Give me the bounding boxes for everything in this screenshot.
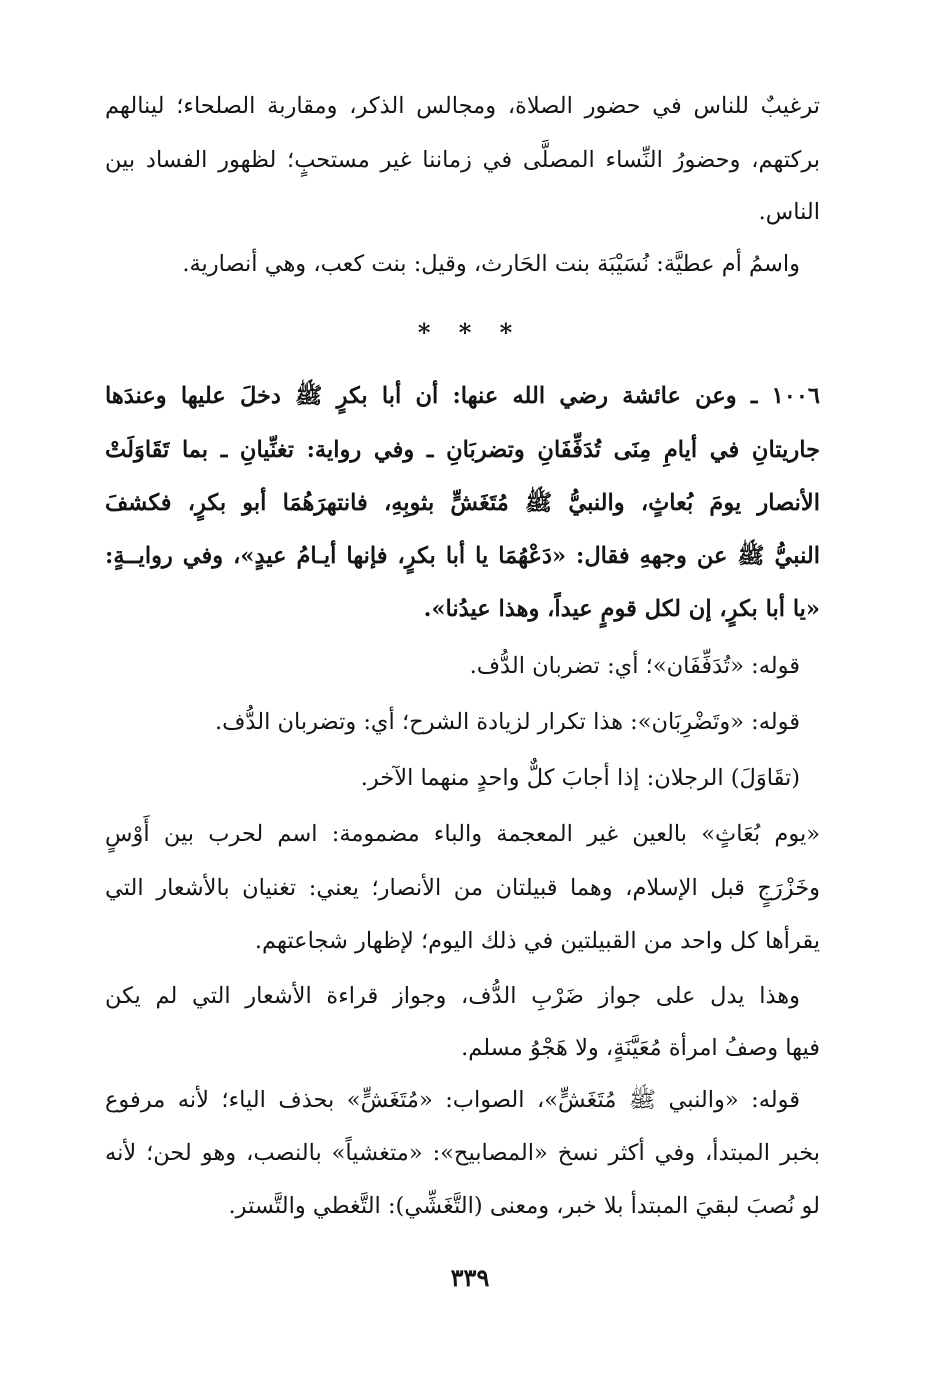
commentary-line: بخبر المبتدأ، وفي أكثر نسخ «المصابيح»: «متغشياً» بالنصب، وهو لحن؛ لأنه — [105, 1140, 820, 1166]
hadith-line: ١٠٠٦ ـ وعن عائشة رضي الله عنها: أن أبا بكرٍ ﷺ دخلَ عليها وعندَها — [105, 383, 820, 409]
hadith-line: «يا أبا بكرٍ، إن لكل قومٍ عيداً، وهذا عيدُنا». — [423, 596, 820, 622]
hadith-line: جاريتانِ في أيامِ مِنَى تُدَفِّفَانِ وتضربَانِ ـ وفي رواية: تغنِّيانِ ـ بما تَقَاوَلَتْ — [105, 437, 820, 463]
commentary-line: قوله: «والنبي ﷺ مُتَغَشٍّ»، الصواب: «مُتَغَشٍّ» بحذف الياء؛ لأنه مرفوع — [105, 1087, 800, 1113]
commentary-line: فيها وصفُ امرأة مُعَيَّنَةٍ، ولا هَجْوُ مسلم. — [461, 1035, 820, 1061]
commentary-line: «يوم بُعَاثٍ» بالعين غير المعجمة والباء مضمومة: اسم لحرب بين أَوْسٍ — [105, 821, 820, 847]
commentary-line: قوله: «وتَضْرِبَان»: هذا تكرار لزيادة الشرح؛ أي: وتضربان الدُّف. — [214, 709, 800, 735]
hadith-line: الأنصار يومَ بُعاثٍ، والنبيُّ ﷺ مُتَغَشٍّ بثوبِهِ، فانتهرَهُمَا أبو بكرٍ، فكشفَ — [105, 490, 820, 516]
hadith-line: النبيُّ ﷺ عن وجههِ فقال: «دَعْهُمَا يا أبا بكرٍ، فإنها أيـامُ عيدٍ»، وفي روايــةٍ: — [105, 543, 820, 569]
text-line: ترغيبٌ للناس في حضور الصلاة، ومجالس الذكر، ومقاربة الصلحاء؛ لينالهم — [105, 93, 820, 119]
commentary-line: وهذا يدل على جواز ضَرْبِ الدُّف، وجواز قراءة الأشعار التي لم يكن — [105, 983, 800, 1009]
page-number: ٣٣٩ — [450, 1263, 490, 1292]
commentary-line: يقرأها كل واحد من القبيلتين في ذلك اليوم؛ لإظهار شجاعتهم. — [254, 928, 820, 954]
text-line: الناس. — [758, 199, 820, 225]
text-line: بركتهم، وحضورُ النِّساء المصلَّى في زماننا غير مستحبٍ؛ لظهور الفساد بين — [105, 147, 820, 173]
section-separator: * * * — [417, 318, 523, 347]
commentary-line: قوله: «تُدَفِّفَان»؛ أي: تضربان الدُّف. — [469, 653, 800, 679]
text-line: واسمُ أم عطيَّة: نُسَيْبَة بنت الحَارث، وقيل: بنت كعب، وهي أنصارية. — [182, 251, 800, 277]
commentary-line: (تقَاوَلَ) الرجلان: إذا أجابَ كلٌّ واحدٍ منهما الآخر. — [360, 765, 800, 791]
commentary-line: وخَزْرَجٍ قبل الإسلام، وهما قبيلتان من الأنصار؛ يعني: تغنيان بالأشعار التي — [105, 875, 820, 901]
commentary-line: لو نُصبَ لبقيَ المبتدأ بلا خبر، ومعنى (التَّغَشِّي): التَّغطي والتَّستر. — [228, 1193, 820, 1219]
